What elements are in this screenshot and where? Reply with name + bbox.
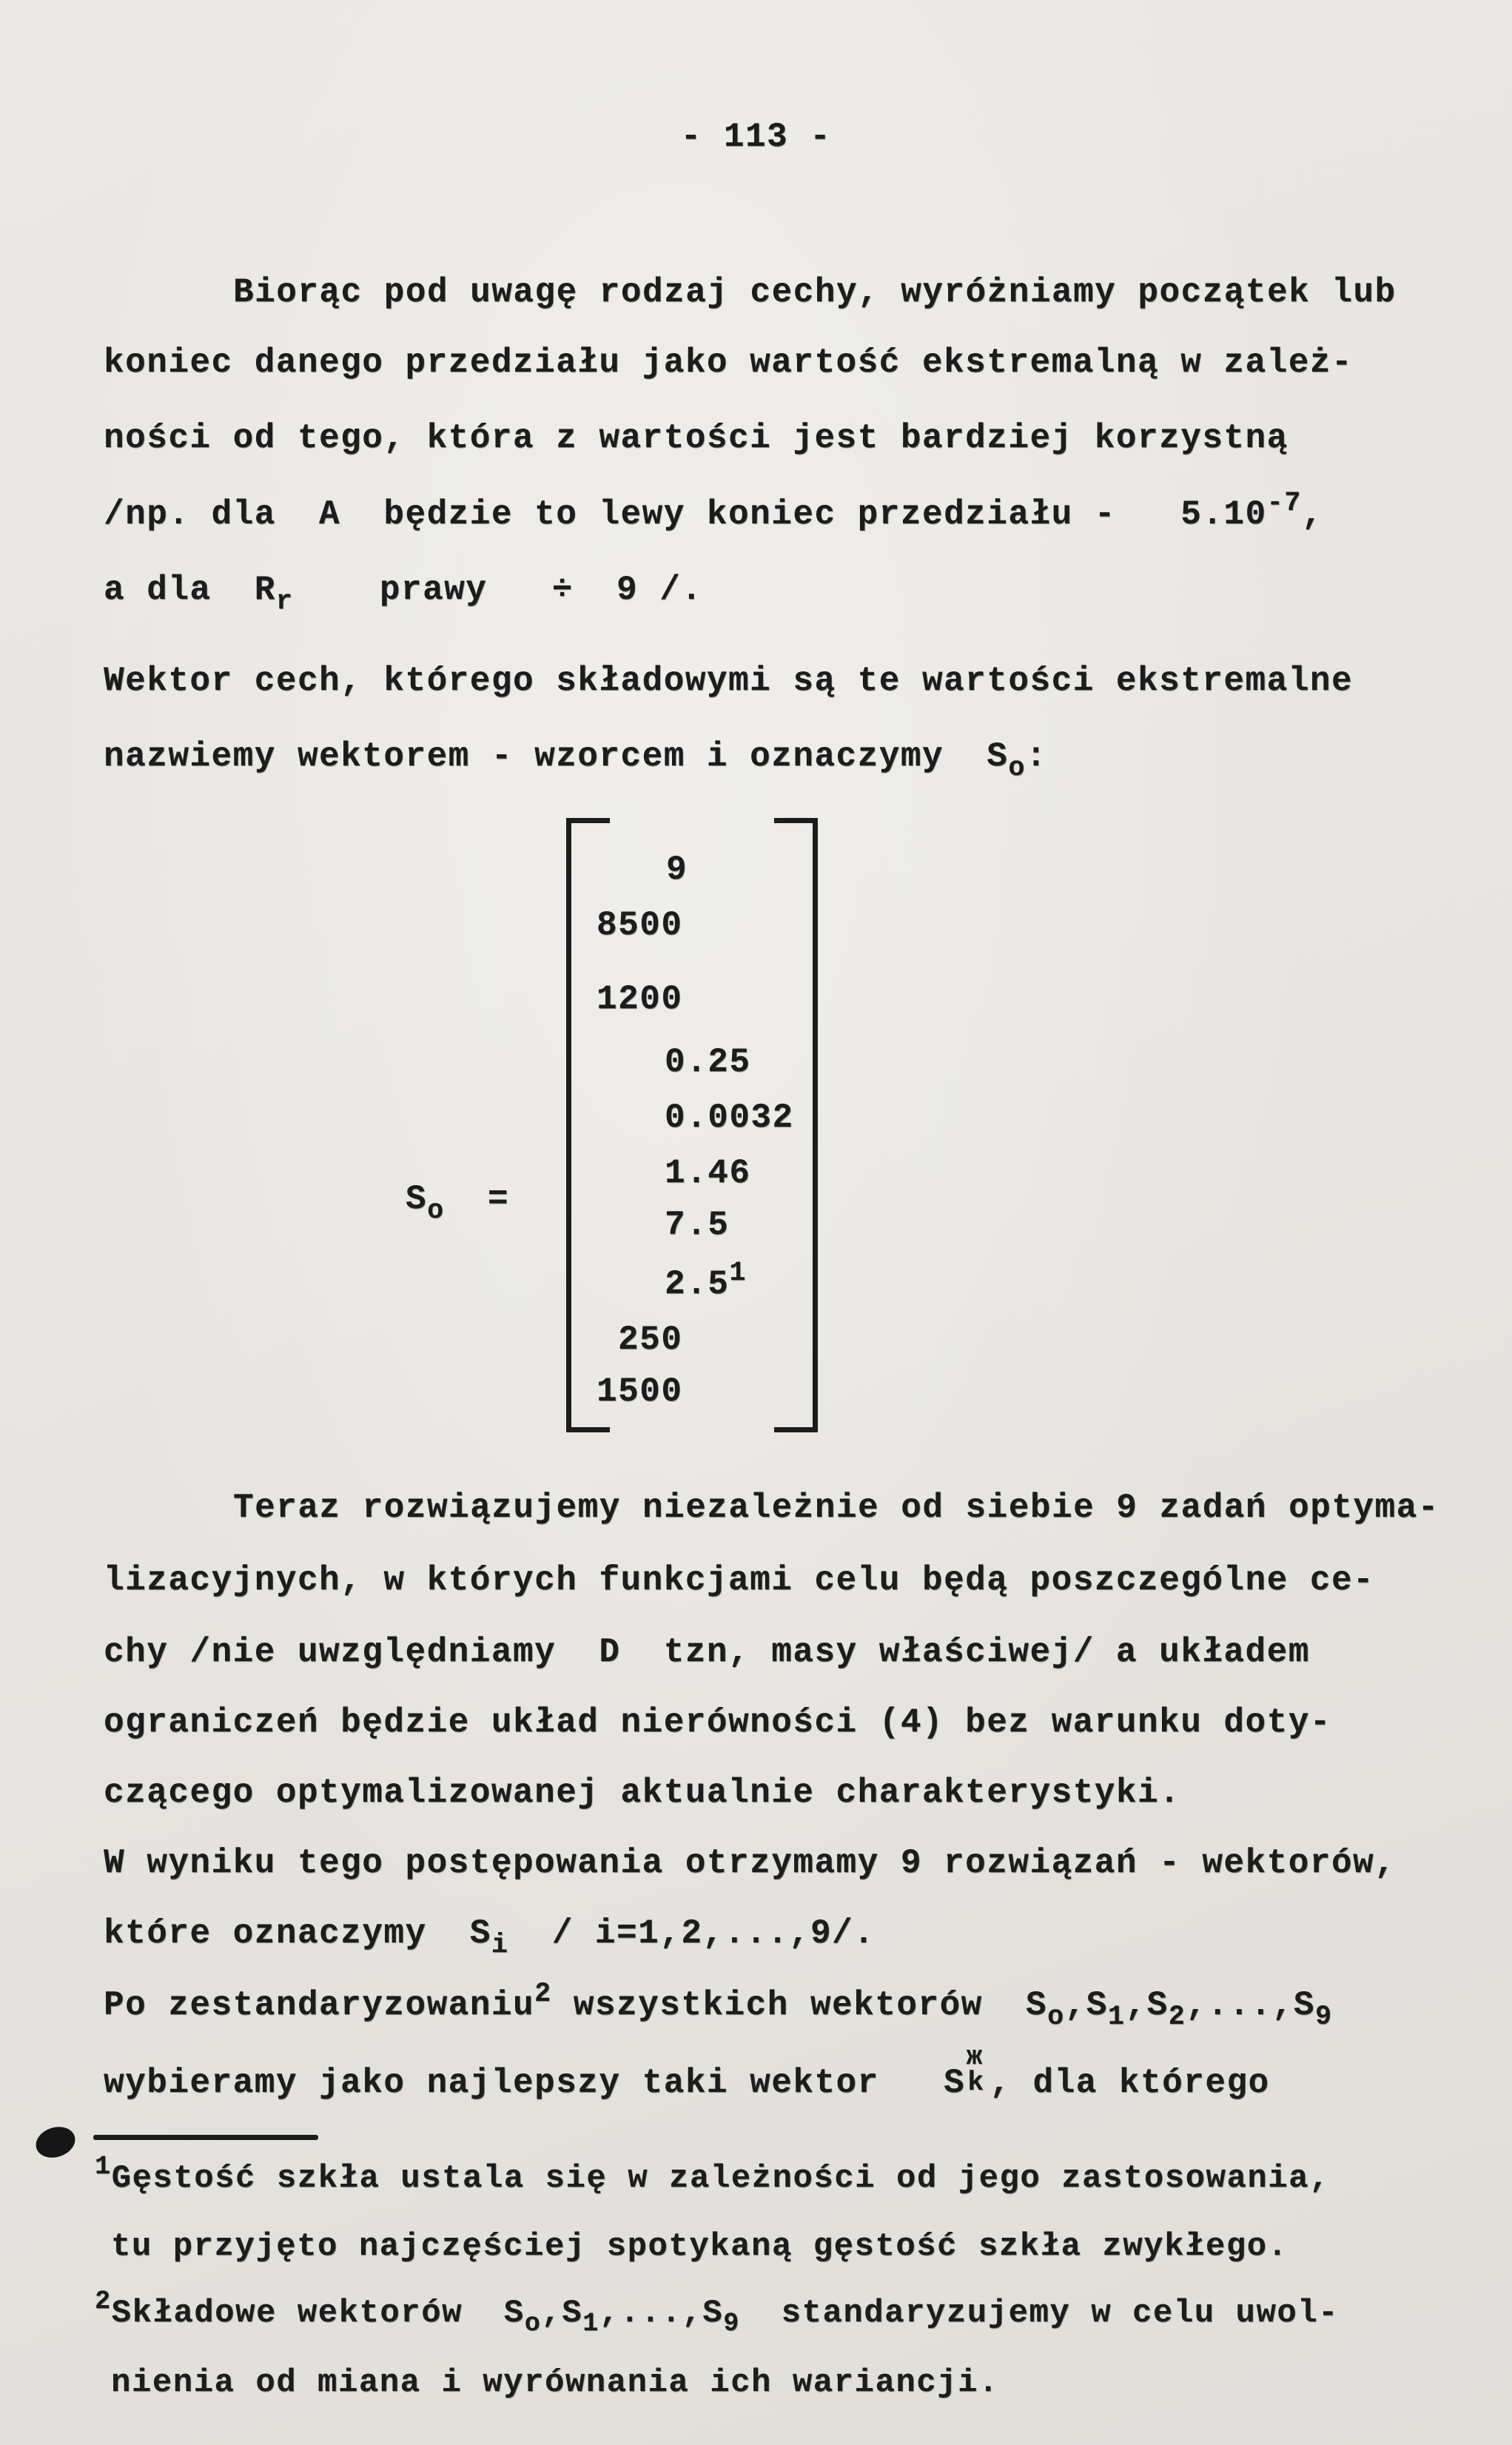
vector-row: 8500: [597, 906, 683, 945]
vector-row: 0.25: [665, 1043, 751, 1081]
para1-line: a dla $R_r$ prawy ÷ 9 /.: [104, 571, 703, 617]
para2-line: wybieramy jako najlepszy taki wektor S ж k , dla którego: [104, 2042, 1270, 2102]
footnote-line: nienia od miana i wyrównania ich wariancji.: [111, 2364, 999, 2401]
para2-line: Po zestandaryzowaniu$^2$ wszystkich wektorów $S_o,S_1,S_2,...,S_9$: [104, 1978, 1333, 2033]
para1-line: Biorąc pod uwagę rodzaj cechy, wyróżniamy początek lub: [233, 273, 1397, 312]
vector-row: 0.0032: [665, 1099, 794, 1137]
footnote-separator: [93, 2135, 318, 2140]
para1-line: koniec danego przedziału jako wartość ekstremalną w zależ-: [104, 343, 1354, 382]
para2-line: Teraz rozwiązujemy niezależnie od siebie 9 zadań optyma-: [233, 1489, 1439, 1527]
vector-row: 1200: [597, 980, 683, 1019]
page-number: - 113 -: [680, 118, 832, 156]
para2-line: czącego optymalizowanej aktualnie charakterystyki.: [104, 1774, 1181, 1812]
vector-label: $S_o$ =: [406, 1180, 510, 1227]
para1-line: /np. dla A będzie to lewy koniec przedziału - $5.10^{-7}$,: [104, 487, 1323, 534]
para2-line: ograniczeń będzie układ nierówności (4) bez warunku doty-: [104, 1703, 1331, 1742]
vector-row: $2.5^1$: [665, 1257, 747, 1304]
vector-row: 9: [666, 851, 688, 889]
para1-line: ności od tego, która z wartości jest bardziej korzystną: [104, 419, 1288, 457]
footnote-line: tu przyjęto najczęściej spotykaną gęstość szkła zwykłego.: [111, 2228, 1288, 2265]
footnote-line: $^1$Gęstość szkła ustala się w zależności od jego zastosowania,: [95, 2152, 1330, 2197]
para1-line: Wektor cech, którego składowymi są te wartości ekstremalne: [104, 662, 1354, 700]
vector-row: 250: [618, 1321, 683, 1359]
footnote-line: $^2$Składowe wektorów $S_o,S_1,...,S_9$ standaryzujemy w celu uwol-: [95, 2287, 1340, 2338]
vector-row: 1500: [597, 1372, 683, 1411]
ink-blot: [32, 2122, 79, 2163]
para2-line: chy /nie uwzględniamy D tzn, masy właściwej/ a układem: [104, 1633, 1310, 1671]
para2-line: które oznaczymy $S_i / i=1,2,...,9/$.: [104, 1914, 876, 1961]
para1-line: nazwiemy wektorem - wzorcem i oznaczymy $S_o$:: [104, 737, 1048, 784]
vector-row: 7.5: [665, 1206, 730, 1244]
vector-row: 1.46: [665, 1154, 751, 1193]
para2-line: lizacyjnych, w których funkcjami celu będą poszczególne ce-: [104, 1561, 1375, 1600]
para2-line: W wyniku tego postępowania otrzymamy 9 rozwiązań - wektorów,: [104, 1844, 1397, 1882]
